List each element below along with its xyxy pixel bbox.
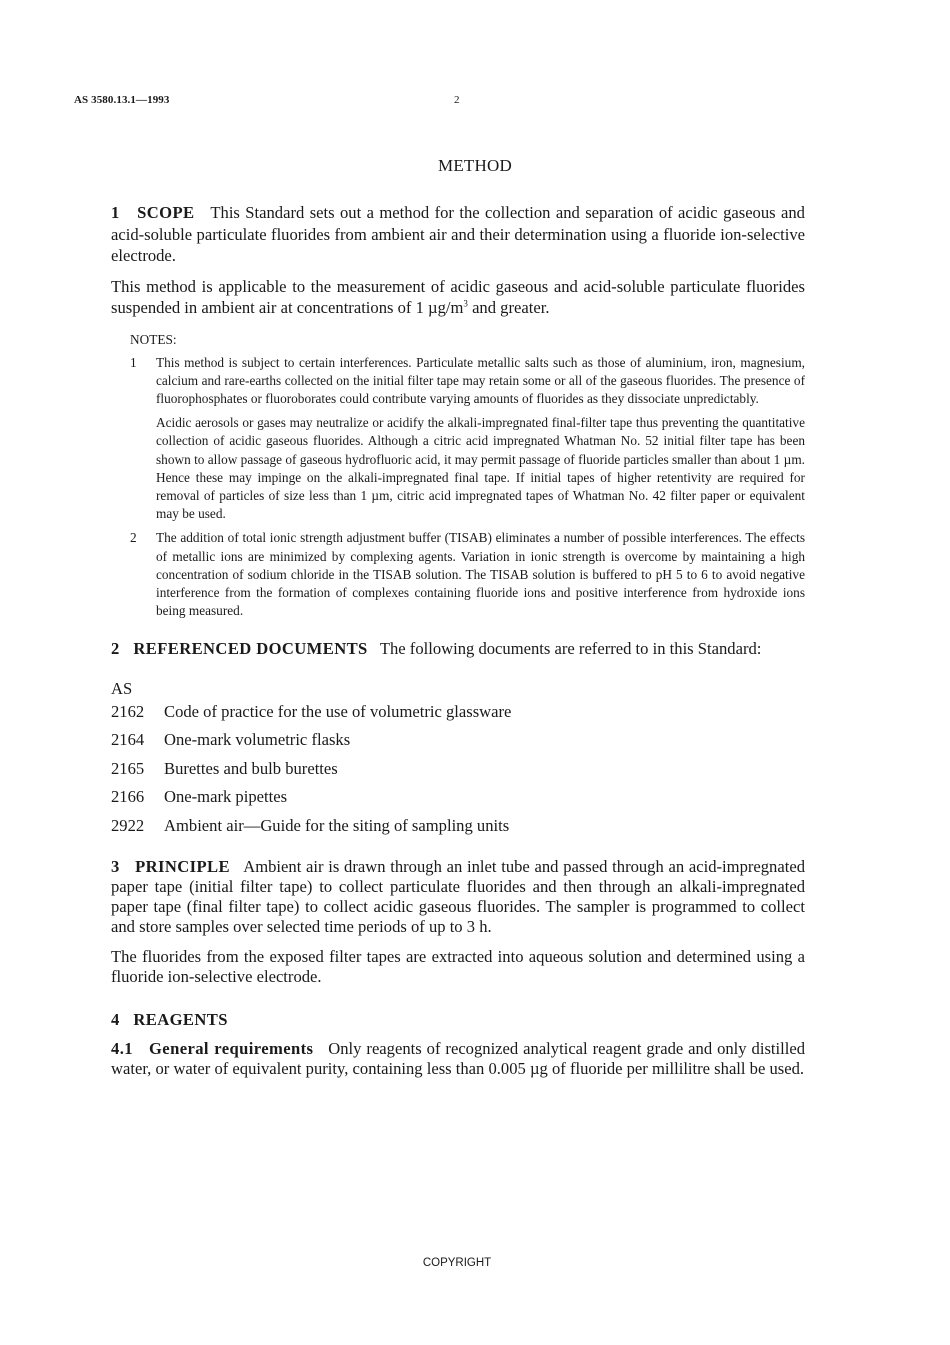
reference-code: 2166: [111, 787, 145, 807]
note-text: This method is subject to certain interferences. Particulate metallic salts such as those of aluminium, iron, magnesium, calcium and rare-earths collected on the initial filter tape may retain some or all of the gaseous fluorides. The presence of fluorophosphates or fluoroborates could contribute varying amounts of fluorides as they dissociate unpredictably.: [156, 354, 805, 406]
referenced-intro: The following documents are referred to in this Standard:: [379, 639, 762, 659]
principle-paragraph: [111, 857, 805, 938]
reference-title: Burettes and bulb burettes: [164, 758, 338, 778]
referenced-paragraph: [111, 638, 805, 660]
note-text: The addition of total ionic strength adjustment buffer (TISAB) eliminates a number of possible interferences. The effects of metallic ions are minimized by complexing agents. Variation in ionic strength is overcome by maintaining a high concentration of sodium chloride in the TISAB solution. The TISAB solution is buffered to pH 5 to 6 to avoid negative interference from the formation of complexes containing fluoride ions and positive interference from hydroxide ions being measured.: [156, 530, 805, 619]
reference-item: [111, 701, 805, 722]
reagents-heading: 4 REAGENTS: [111, 1010, 228, 1030]
reference-code: 2165: [111, 758, 145, 778]
reference-code: 2162: [111, 701, 145, 721]
general-requirements-paragraph: [111, 1039, 805, 1079]
reference-item: [111, 815, 805, 836]
document-body: [111, 202, 805, 1079]
reference-item: [111, 758, 805, 779]
scope-applicability: [111, 276, 805, 319]
note-2: [130, 529, 805, 620]
referenced-heading: 2 REFERENCED DOCUMENTS: [111, 639, 368, 659]
general-requirements-heading: 4.1 General requirements: [111, 1039, 314, 1059]
reference-item: [111, 729, 805, 750]
page-title: METHOD: [438, 156, 512, 175]
page-number: 2: [454, 94, 460, 106]
principle-text: Ambient air is drawn through an inlet tube and passed through an acid-impregnated paper tape (initial filter tape) to collect particulate fluorides and then through an alkali-impregnated paper tape (final filter tape) to collect acidic gaseous fluorides. The sampler is programmed to collect and store samples over selected time periods of up to 3 h.: [111, 856, 805, 937]
reference-code: 2922: [111, 815, 145, 835]
reference-series: AS: [111, 678, 133, 698]
note-number: 1: [130, 354, 137, 370]
reference-title: Code of practice for the use of volumetric glassware: [164, 701, 512, 721]
reference-title: Ambient air—Guide for the siting of sampling units: [164, 815, 510, 835]
copyright-footer: COPYRIGHT: [422, 1257, 492, 1269]
scope-applicability-end: and greater.: [467, 298, 550, 317]
reference-title: One-mark volumetric flasks: [164, 730, 351, 750]
note-1: [130, 354, 805, 409]
scope-paragraph: [111, 202, 805, 267]
scope-applicability-text: This method is applicable to the measurement of acidic gaseous and acid-soluble particulate fluorides suspended in ambient air at concentrations of 1 µg/m: [111, 276, 805, 317]
scope-heading: 1 SCOPE: [111, 203, 195, 222]
reference-code: 2164: [111, 730, 145, 750]
reference-title: One-mark pipettes: [164, 787, 288, 807]
note-1-continuation: Acidic aerosols or gases may neutralize or acidify the alkali-impregnated final-filter tape thus preventing the quantitative collection of acidic gaseous fluorides. Although a citric acid impregnated Whatman No. 52 initial filter tape has been shown to allow passage of gaseous hydrofluoric acid, it may permit passage of fluoride particles smaller than about 1 µm. Hence these may impinge on the alkali-impregnated final tape. If initial tapes of higher retentivity are required for removal of particles of size less than 1 µm, citric acid impregnated tapes of Whatman No. 42 filter paper or equivalent may be used.: [156, 415, 805, 522]
note-number: 2: [130, 530, 137, 546]
standard-id: AS 3580.13.1—1993: [74, 94, 170, 106]
reference-item: [111, 786, 805, 807]
scope-text: This Standard sets out a method for the collection and separation of acidic gaseous and acid-soluble particulate fluorides from ambient air and their determination using a fluoride ion-selective electrode.: [111, 203, 805, 265]
notes-label: NOTES:: [130, 331, 177, 347]
general-requirements-text: Only reagents of recognized analytical reagent grade and only distilled water, or water of equivalent purity, containing less than 0.005 µg of fluoride per millilitre shall be used.: [111, 1039, 806, 1079]
superscript-3: 3: [463, 298, 468, 309]
principle-heading: 3 PRINCIPLE: [111, 856, 230, 876]
principle-paragraph-2: The fluorides from the exposed filter tapes are extracted into aqueous solution and determined using a fluoride ion-selective electrode.: [111, 946, 805, 986]
